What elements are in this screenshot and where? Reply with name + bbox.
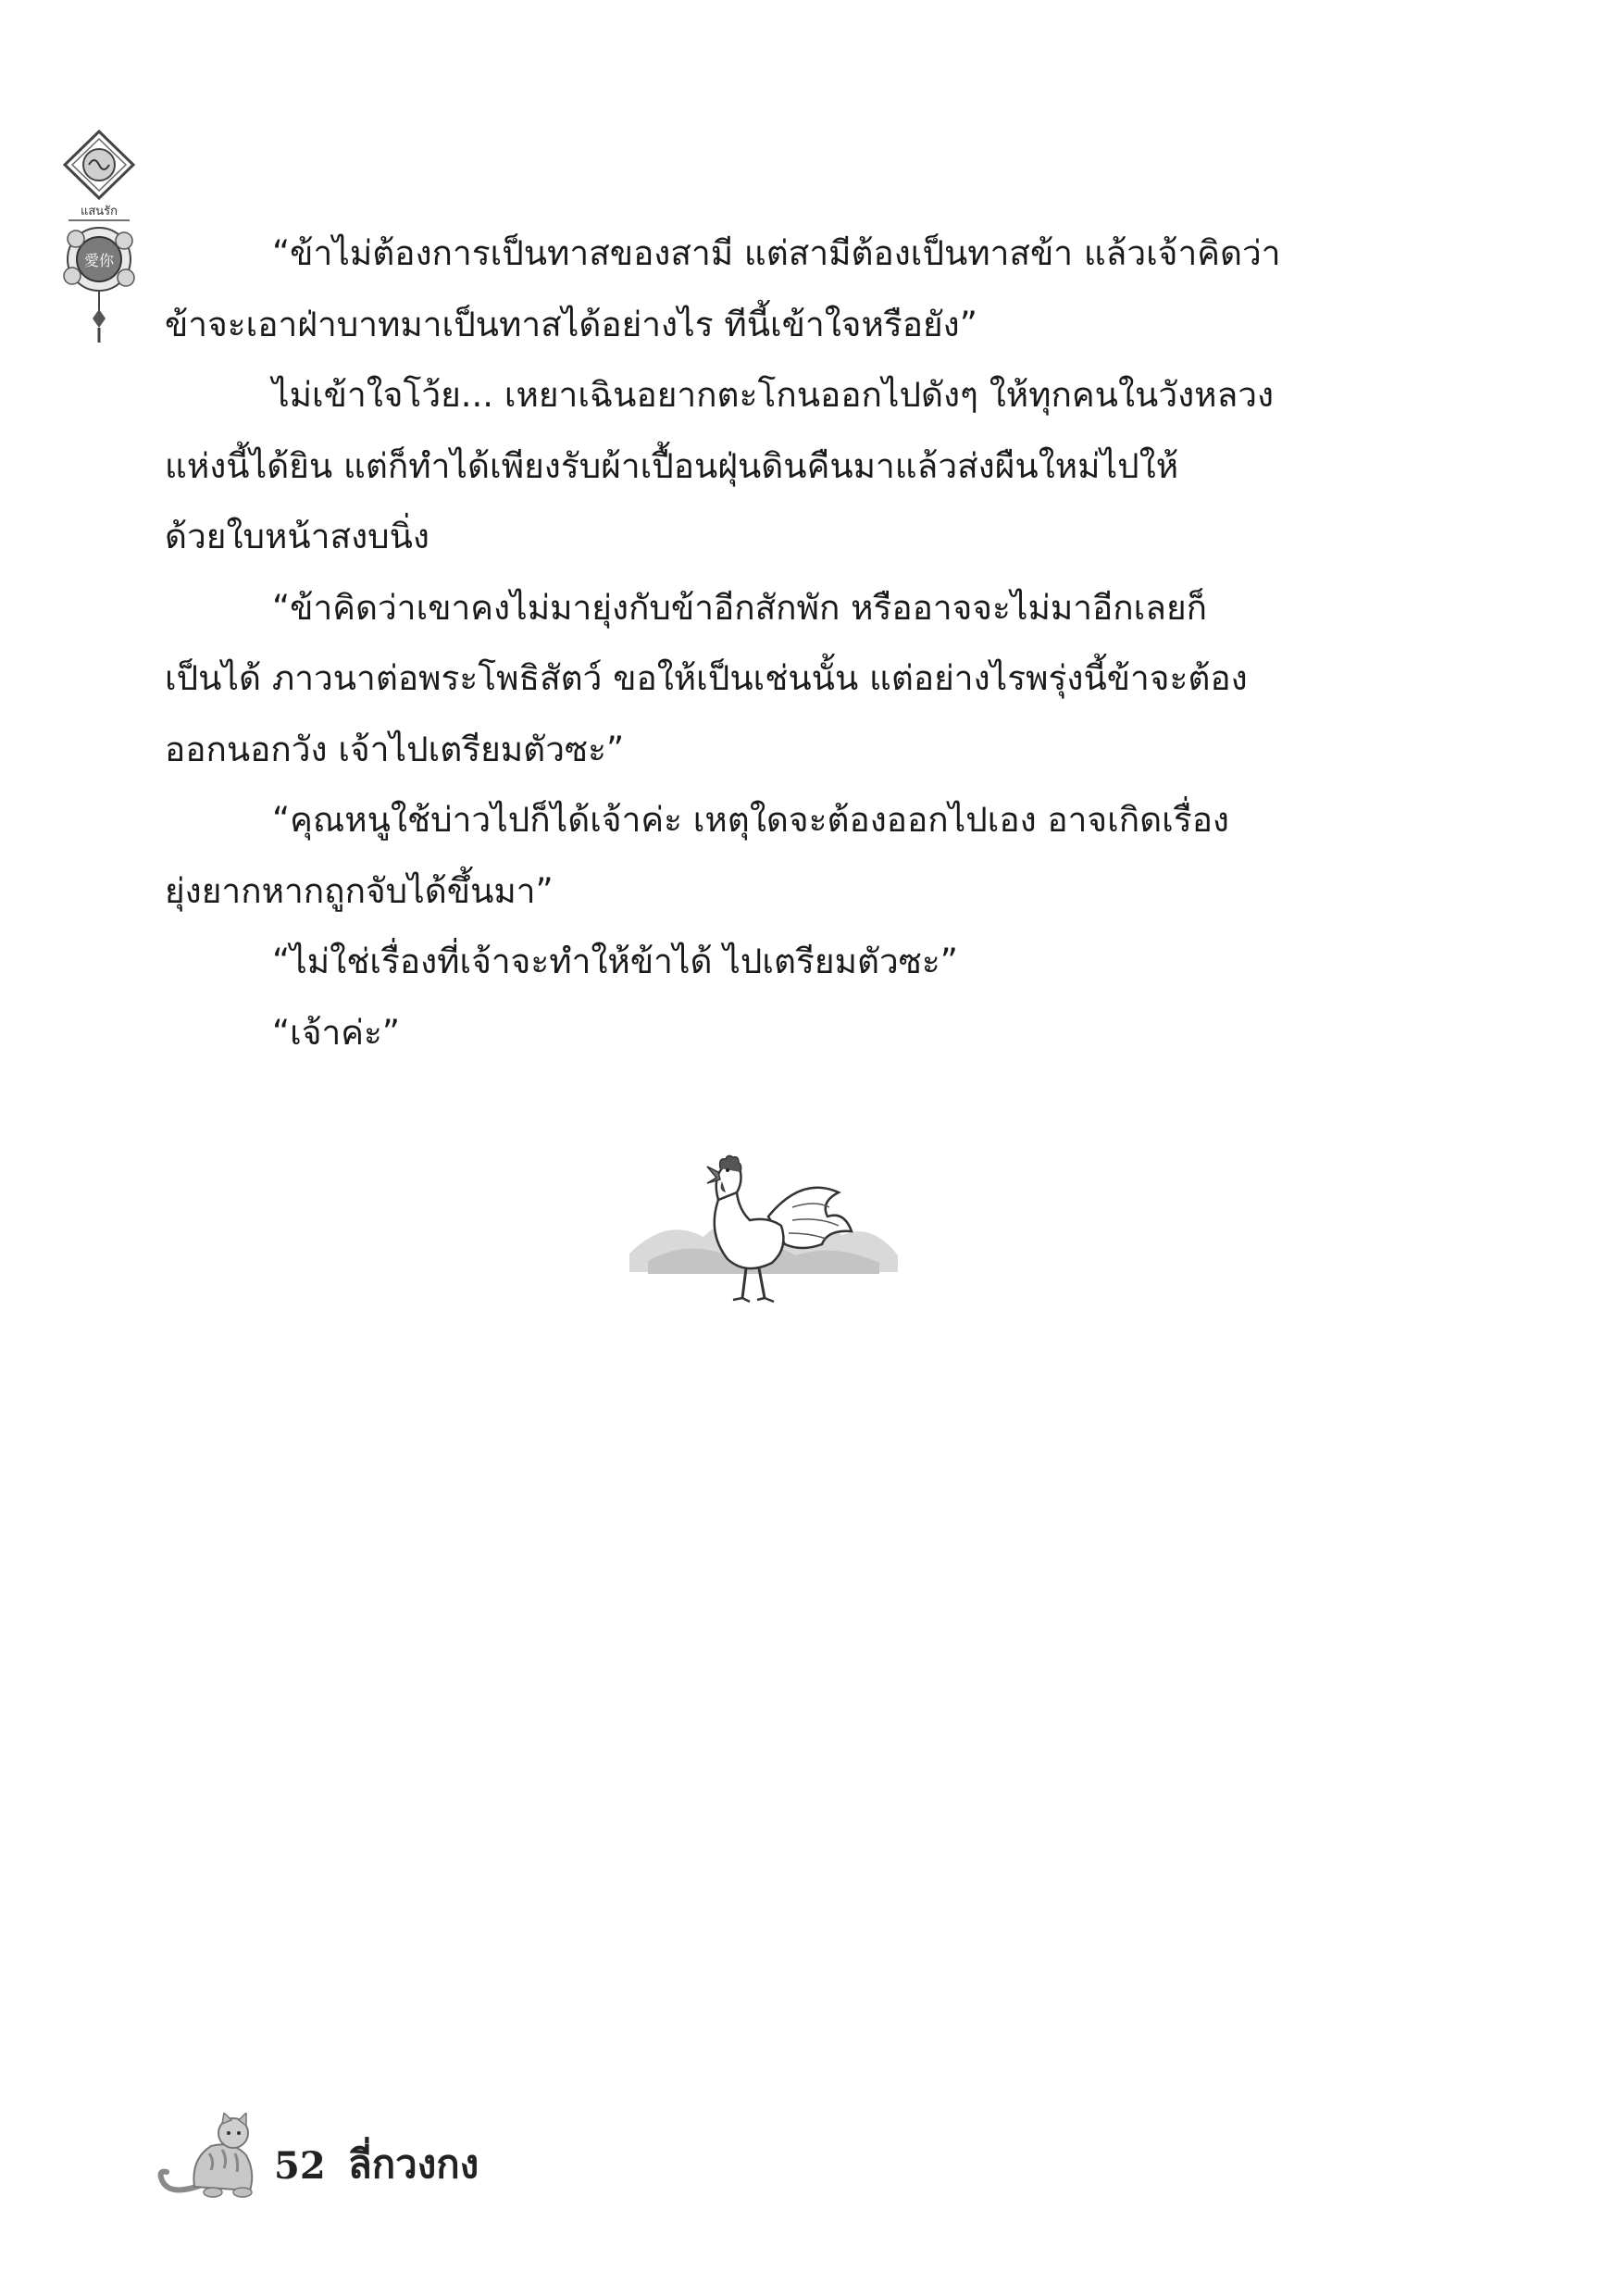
text-line: ออกนอกวัง เจ้าไปเตรียมตัวซะ”: [165, 729, 625, 769]
rooster-icon: [629, 1152, 898, 1315]
author-name: ลี่กวงกง: [348, 2141, 479, 2187]
text-line: “ข้าไม่ต้องการเป็นทาสของสามี แต่สามีต้องเป็นทาสข้า แล้วเจ้าคิดว่า: [272, 233, 1281, 273]
cat-icon: [157, 2113, 268, 2205]
text-line: “ข้าคิดว่าเขาคงไม่มายุ่งกับข้าอีกสักพัก หรืออาจจะไม่มาอีกเลยก็: [272, 587, 1208, 628]
text-line: ข้าจะเอาฝ่าบาทมาเป็นทาสได้อย่างไร ทีนี้เข้าใจหรือยัง”: [165, 304, 977, 344]
rooster-illustration: [629, 1152, 898, 1315]
page-number: 52: [274, 2144, 326, 2188]
publisher-logo-ornament: [48, 128, 150, 346]
paragraph: [165, 998, 1359, 1069]
page-footer: [157, 2113, 713, 2205]
text-line: เป็นได้ ภาวนาต่อพระโพธิสัตว์ ขอให้เป็นเช่นนั้น แต่อย่างไรพรุ่งนี้ข้าจะต้อง: [165, 658, 1248, 698]
ornamental-seal-icon: [48, 128, 150, 346]
paragraph: [165, 927, 1359, 998]
text-line: แห่งนี้ได้ยิน แต่ก็ทำได้เพียงรับผ้าเปื้อนฝุ่นดินคืนมาแล้วส่งผืนใหม่ไปให้: [165, 445, 1179, 486]
logo-text-top: แสนรัก: [80, 205, 118, 218]
text-line: “ไม่ใช่เรื่องที่เจ้าจะทำให้ข้าได้ ไปเตรียมตัวซะ”: [272, 942, 958, 981]
logo-text-center: 愛你: [83, 252, 115, 269]
paragraph: [165, 785, 1359, 927]
text-line: “เจ้าค่ะ”: [272, 1012, 401, 1053]
text-line: ไม่เข้าใจโว้ย... เหยาเฉินอยากตะโกนออกไปดังๆ ให้ทุกคนในวังหลวง: [272, 375, 1275, 415]
paragraph: [165, 360, 1359, 573]
text-line: “คุณหนูใช้บ่าวไปก็ได้เจ้าค่ะ เหตุใดจะต้องออกไปเอง อาจเกิดเรื่อง: [272, 800, 1229, 840]
chapter-text: [165, 218, 1359, 1068]
paragraph: [165, 573, 1359, 786]
text-line: ด้วยใบหน้าสงบนิ่ง: [165, 517, 429, 556]
text-line: ยุ่งยากหากถูกจับได้ขึ้นมา”: [165, 870, 554, 911]
paragraph: [165, 218, 1359, 360]
